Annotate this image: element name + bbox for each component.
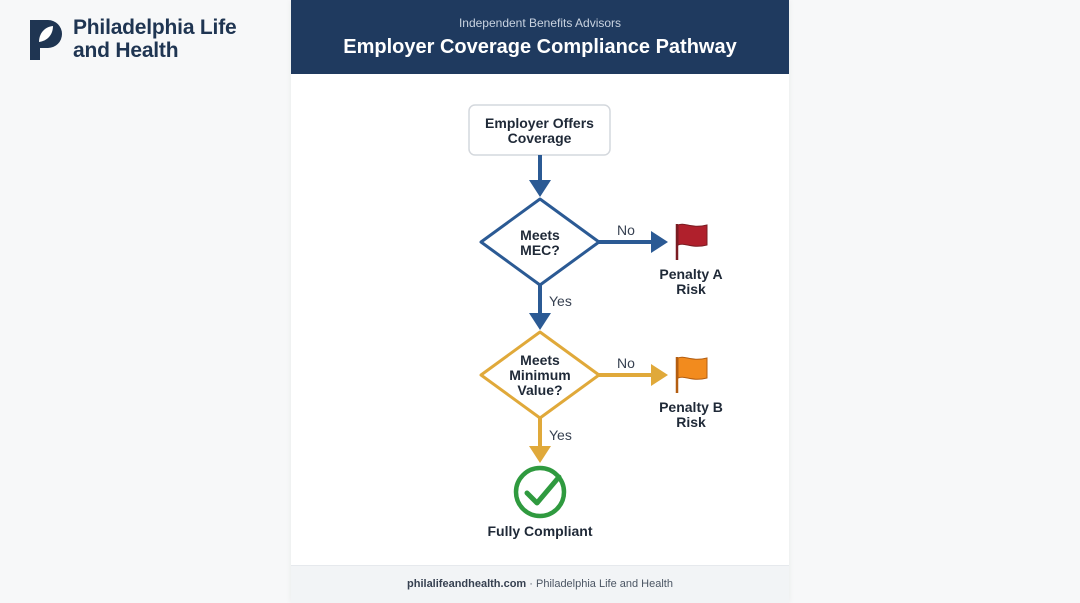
penalty-a-label [641,267,741,297]
mv-label-line3: Value? [517,382,563,398]
penalty-b-label [641,400,741,430]
arrow-start-to-mec-head [529,180,551,197]
flowchart-graphics [291,74,789,566]
footer-site-link[interactable]: philalifeandhealth.com [407,578,527,590]
penalty-a-line2: Risk [676,281,706,297]
card-footer [291,565,789,603]
red-flag-icon [677,224,707,260]
leaf-p-logo-icon [28,16,65,62]
pathway-card [291,0,789,603]
arrow-mec-no-head [651,231,668,253]
card-title: Employer Coverage Compliance Pathway [343,36,737,58]
fully-compliant-label: Fully Compliant [487,523,593,539]
mec-no-label: No [617,222,635,238]
arrow-mv-yes-head [529,446,551,463]
card-header [291,0,789,74]
start-node-line2: Coverage [507,130,572,146]
brand-name-line1: Philadelphia Life [73,16,237,39]
mv-label-line2: Minimum [509,367,571,383]
mv-yes-label: Yes [549,427,572,443]
mec-yes-label: Yes [549,293,572,309]
start-node-label [469,116,610,146]
penalty-a-line1: Penalty A [659,266,723,282]
check-circle-icon [516,468,564,516]
mv-no-label: No [617,355,635,371]
mec-label-line2: MEC? [520,242,560,258]
mv-decision-label [490,353,590,398]
footer-separator: · [526,578,536,590]
footer-company: Philadelphia Life and Health [535,578,673,590]
mec-decision-label [490,228,590,258]
start-node-line1: Employer Offers [485,115,594,131]
orange-flag-icon [677,357,707,393]
brand-name [73,16,236,62]
penalty-b-line1: Penalty B [659,399,723,415]
flowchart [291,74,789,566]
brand-logo [28,16,236,62]
mv-label-line1: Meets [520,352,560,368]
brand-name-line2: and Health [73,39,179,62]
mec-label-line1: Meets [520,227,560,243]
card-subtitle: Independent Benefits Advisors [458,16,622,30]
penalty-b-line2: Risk [676,414,706,430]
arrow-mec-yes-head [529,313,551,330]
arrow-mv-no-head [651,364,668,386]
